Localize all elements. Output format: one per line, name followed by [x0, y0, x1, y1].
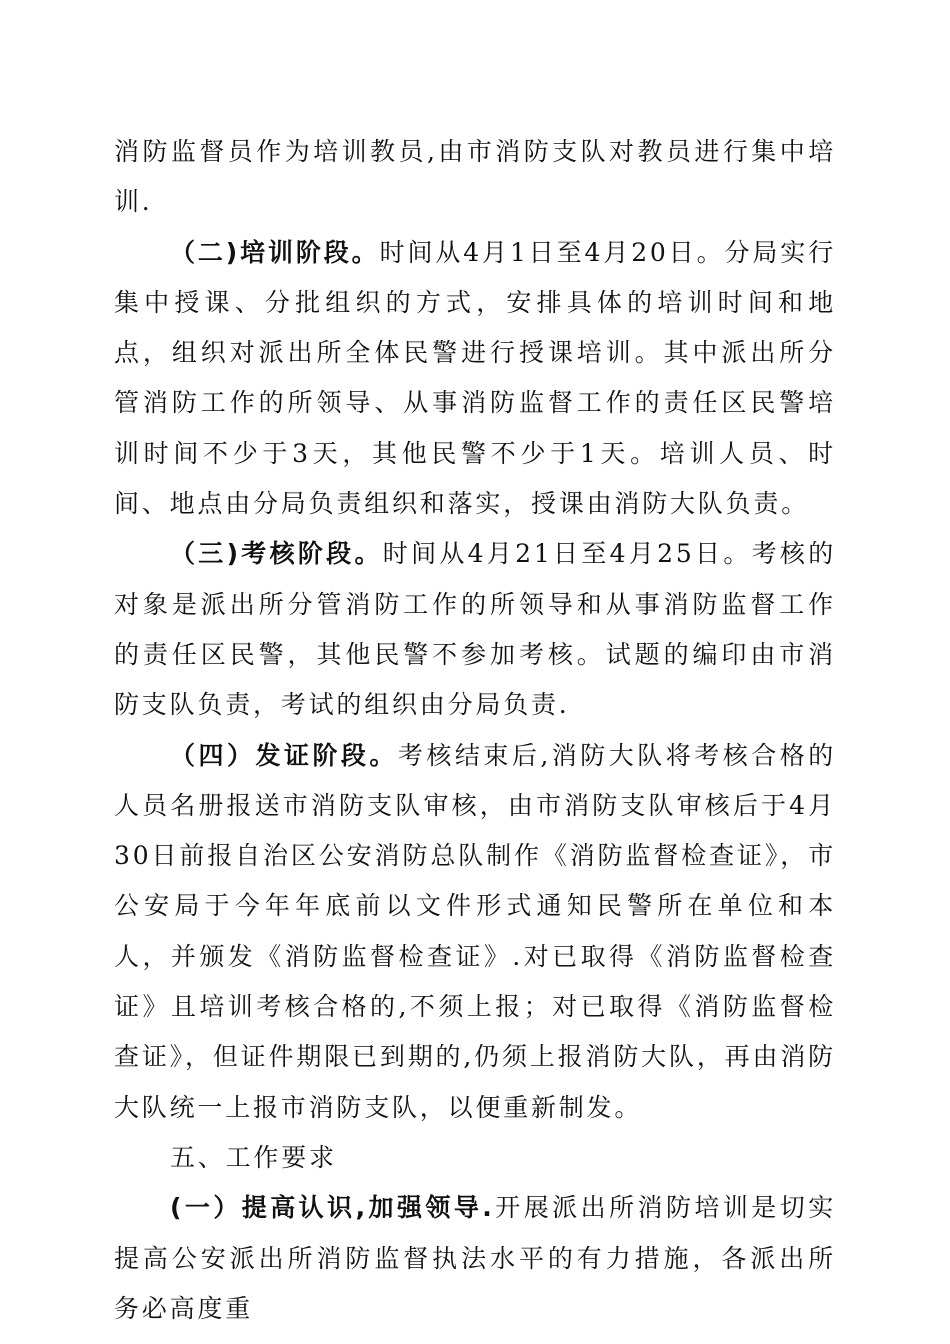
paragraph-text: 考核结束后,消防大队将考核合格的人员名册报送市消防支队审核，由市消防支队审核后于4月30日前报自治区公安消防总队制作《消防监督检查证》，市公安局于今年年底前以文件形式通知民警所在单位和本人，并颁发《消防监督检查证》.对已取得《消防监督检查证》且培训考核合格的,不须上报；对已取得《消防监督检查证》，但证件期限已到期的,仍须上报消防大队，再由消防大队统一上报市消防支队，以便重新制发。: [114, 740, 837, 1122]
paragraph-raise-awareness: [114, 1183, 836, 1334]
paragraph-lead: (一）提高认识,加强领导.: [170, 1193, 495, 1223]
section-heading: 五、工作要求: [170, 1142, 337, 1172]
paragraph-text: 时间从4月21日至4月25日。考核的对象是派出所分管消防工作的所领导和从事消防监督工作的责任区民警，其他民警不参加考核。试题的编印由市消防支队负责，考试的组织由分局负责.: [114, 539, 837, 720]
paragraph-text: 开展派出所消防培训是切实提高公安派出所消防监督执法水平的有力措施，各派出所务必高度重: [114, 1193, 836, 1323]
paragraph-assessment-stage: [114, 529, 836, 730]
paragraph-lead: （二)培训阶段。: [170, 237, 380, 267]
paragraph-lead: （四）发证阶段。: [170, 740, 398, 770]
document-body: [114, 127, 836, 1334]
paragraph-training-stage: [114, 228, 836, 530]
paragraph-lead: （三)考核阶段。: [170, 539, 383, 569]
paragraph-trainers: [114, 127, 836, 228]
paragraph-certification-stage: [114, 731, 836, 1133]
paragraph-text: 时间从4月1日至4月20日。分局实行集中授课、分批组织的方式，安排具体的培训时间和地点，组织对派出所全体民警进行授课培训。其中派出所分管消防工作的所领导、从事消防监督工作的责任区民警培训时间不少于3天，其他民警不少于1天。培训人员、时间、地点由分局负责组织和落实，授课由消防大队负责。: [114, 237, 836, 519]
paragraph-text: 消防监督员作为培训教员,由市消防支队对教员进行集中培训.: [114, 137, 836, 217]
